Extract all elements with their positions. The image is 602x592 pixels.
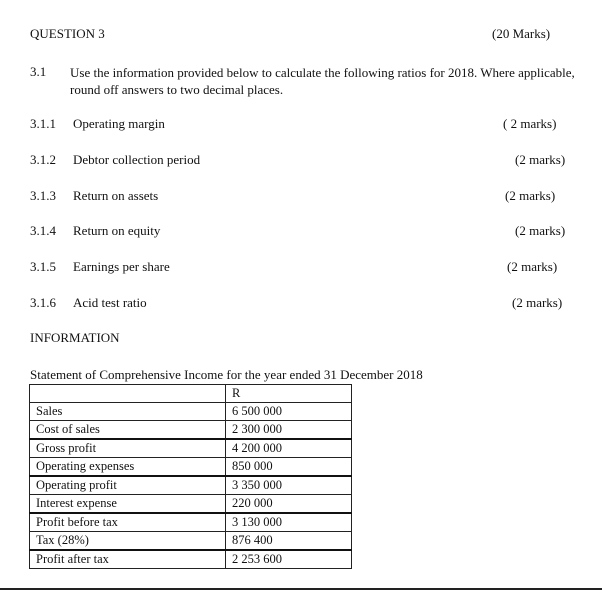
row-label: Cost of sales bbox=[30, 421, 226, 440]
information-heading: INFORMATION bbox=[30, 330, 120, 345]
income-statement-table bbox=[29, 384, 352, 569]
subquestion-debtor-collection-period bbox=[30, 152, 590, 170]
row-amount: 220 000 bbox=[226, 495, 352, 514]
question-instruction bbox=[70, 64, 575, 98]
row-label: Profit after tax bbox=[30, 550, 226, 569]
subquestion-label: Debtor collection period bbox=[73, 152, 201, 167]
question-number: 3.1 bbox=[30, 64, 47, 79]
subquestion-number: 3.1.5 bbox=[30, 259, 56, 274]
table-row bbox=[30, 532, 352, 551]
row-label: Profit before tax bbox=[30, 513, 226, 532]
row-label: Operating profit bbox=[30, 476, 226, 495]
table-row bbox=[30, 421, 352, 440]
subquestion-marks: (2 marks) bbox=[515, 152, 566, 167]
subquestion-label: Return on equity bbox=[73, 223, 161, 238]
subquestion-acid-test-ratio bbox=[30, 295, 590, 313]
subquestion-label: Return on assets bbox=[73, 188, 159, 203]
subquestion-earnings-per-share bbox=[30, 259, 590, 277]
question-heading: QUESTION 3 bbox=[30, 26, 105, 41]
table-row bbox=[30, 513, 352, 532]
subquestion-number: 3.1.1 bbox=[30, 116, 56, 131]
table-row bbox=[30, 550, 352, 569]
statement-title: Statement of Comprehensive Income for the year ended 31 December 2018 bbox=[30, 367, 423, 382]
table-row bbox=[30, 458, 352, 477]
row-amount: 6 500 000 bbox=[226, 403, 352, 421]
subquestion-number: 3.1.6 bbox=[30, 295, 56, 310]
row-label: Sales bbox=[30, 403, 226, 421]
row-amount: 3 350 000 bbox=[226, 476, 352, 495]
currency-header: R bbox=[226, 385, 352, 403]
instruction-line-1: Use the information provided below to calculate the following ratios for 2018. Where applicable, bbox=[70, 65, 575, 80]
subquestion-operating-margin bbox=[30, 116, 590, 134]
table-row bbox=[30, 476, 352, 495]
row-amount: 2 300 000 bbox=[226, 421, 352, 440]
subquestion-label: Acid test ratio bbox=[73, 295, 147, 310]
row-label: Tax (28%) bbox=[30, 532, 226, 551]
subquestion-number: 3.1.4 bbox=[30, 223, 56, 238]
row-amount: 2 253 600 bbox=[226, 550, 352, 569]
subquestion-marks: (2 marks) bbox=[515, 223, 566, 238]
subquestion-marks: (2 marks) bbox=[512, 295, 563, 310]
total-marks: (20 Marks) bbox=[492, 26, 551, 41]
row-label: Gross profit bbox=[30, 439, 226, 458]
subquestion-return-on-assets bbox=[30, 188, 590, 206]
table-header-row bbox=[30, 385, 352, 403]
row-amount: 876 400 bbox=[226, 532, 352, 551]
page-bottom-rule bbox=[0, 588, 602, 590]
table-row bbox=[30, 403, 352, 421]
row-amount: 4 200 000 bbox=[226, 439, 352, 458]
subquestion-marks: (2 marks) bbox=[505, 188, 556, 203]
row-amount: 850 000 bbox=[226, 458, 352, 477]
table-row bbox=[30, 439, 352, 458]
subquestion-marks: ( 2 marks) bbox=[503, 116, 557, 131]
subquestion-marks: (2 marks) bbox=[507, 259, 558, 274]
table-row bbox=[30, 495, 352, 514]
table-cell bbox=[30, 385, 226, 403]
row-amount: 3 130 000 bbox=[226, 513, 352, 532]
subquestion-return-on-equity bbox=[30, 223, 590, 241]
instruction-line-2: round off answers to two decimal places. bbox=[70, 82, 284, 97]
subquestion-label: Operating margin bbox=[73, 116, 165, 131]
row-label: Operating expenses bbox=[30, 458, 226, 477]
subquestion-number: 3.1.2 bbox=[30, 152, 56, 167]
subquestion-number: 3.1.3 bbox=[30, 188, 56, 203]
subquestion-label: Earnings per share bbox=[73, 259, 170, 274]
row-label: Interest expense bbox=[30, 495, 226, 514]
